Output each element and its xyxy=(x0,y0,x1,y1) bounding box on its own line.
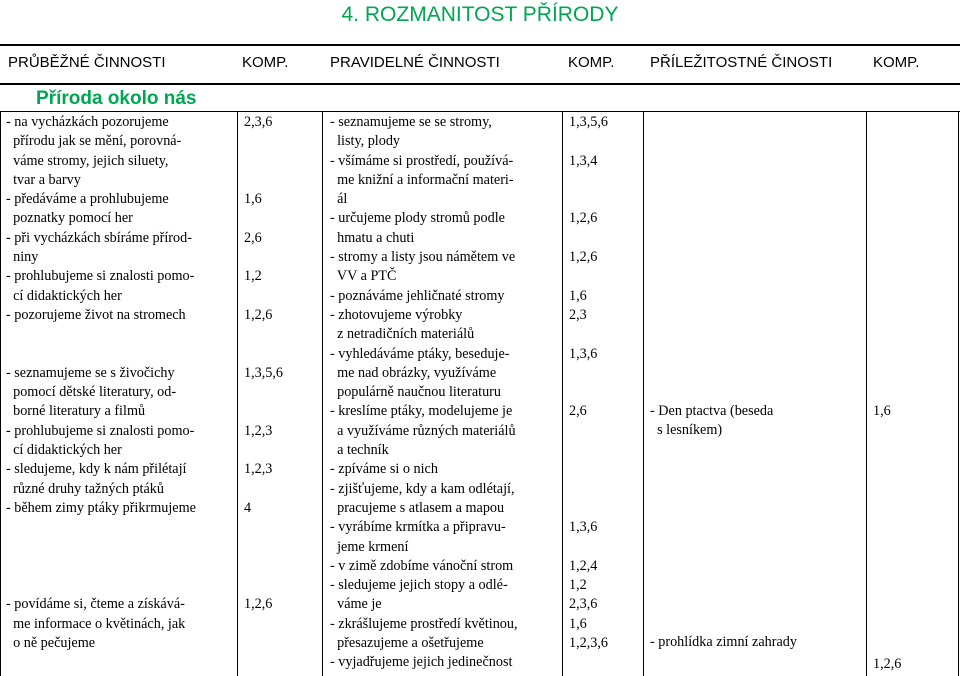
competence-value: 1,3,6 xyxy=(569,519,598,536)
header-komp1: KOMP. xyxy=(242,54,289,71)
competence-value: 1,2 xyxy=(569,577,587,594)
activity-line: - sledujeme, kdy k nám přilétají xyxy=(6,461,187,478)
activity-line: o ně pečujeme xyxy=(6,635,96,652)
competence-value xyxy=(569,267,608,286)
activity-line: - zjišťujeme, kdy a kam odlétají, xyxy=(330,480,515,497)
competence-value: 1,3,5,6 xyxy=(569,114,609,130)
activity-line: - při vycházkách sbíráme přírod- xyxy=(6,229,192,246)
activity-line: - zpíváme si o nich xyxy=(330,461,438,478)
column-divider xyxy=(958,111,959,676)
activity-line: - v zimě zdobíme vánoční strom xyxy=(330,557,514,574)
header-bottom-border xyxy=(0,83,960,85)
activity-line: pracujeme s atlasem a mapou xyxy=(330,499,505,516)
komp3-bottom-value: 1,2,6 xyxy=(873,656,902,672)
competence-value xyxy=(244,480,283,499)
competence-value: 1,2 xyxy=(244,268,262,285)
competence-value: 1,6 xyxy=(569,615,587,632)
section-bottom-border xyxy=(0,111,960,112)
competence-value xyxy=(244,171,283,190)
competence-value xyxy=(569,190,608,209)
activity-line: - kreslíme ptáky, modelujeme je xyxy=(330,403,513,420)
competence-value xyxy=(244,576,283,595)
competence-value xyxy=(569,132,608,151)
competence-value: 1,6 xyxy=(244,191,262,208)
competence-value xyxy=(569,480,608,499)
competence-value: 1,2,6 xyxy=(244,596,273,613)
competence-value xyxy=(244,634,283,653)
activity-line: - povídáme si, čteme a získává- xyxy=(6,596,185,613)
activity-line: - sledujeme jejich stopy a odlé- xyxy=(330,577,508,594)
competence-value xyxy=(569,441,608,460)
competence-value: 1,2,3,6 xyxy=(569,635,609,652)
activity-line: - Den ptactva (beseda xyxy=(650,403,774,419)
column-divider xyxy=(866,111,867,676)
competence-value xyxy=(244,383,283,402)
competence-value: 1,3,4 xyxy=(569,152,598,169)
activity-line: ál xyxy=(330,191,348,208)
activity-line: váme stromy, jejich siluety, xyxy=(6,152,169,169)
competence-value: 1,2,4 xyxy=(569,557,598,574)
activity-line: niny xyxy=(6,249,39,266)
competence-value xyxy=(569,538,608,557)
header-komp2: KOMP. xyxy=(568,54,615,71)
komp3-mid-value: 1,6 xyxy=(873,403,891,419)
activity-line: - seznamujeme se s živočichy xyxy=(6,364,175,381)
competence-value xyxy=(569,229,608,248)
activity-line: tvar a barvy xyxy=(6,171,81,188)
activity-line: poznatky pomocí her xyxy=(6,210,133,227)
activity-line: me nad obrázky, využíváme xyxy=(330,364,497,381)
competence-value: 2,3,6 xyxy=(244,114,273,130)
activity-line: různé druhy tažných ptáků xyxy=(6,480,164,497)
competence-value: 1,2,3 xyxy=(244,461,273,478)
column-divider xyxy=(237,111,238,676)
competence-value xyxy=(244,287,283,306)
komp1-values xyxy=(244,113,283,653)
competence-value: 1,3,5,6 xyxy=(244,364,284,381)
activity-line: cí didaktických her xyxy=(6,442,122,459)
competence-value xyxy=(569,422,608,441)
activity-line: listy, plody xyxy=(330,133,401,150)
activity-line: - během zimy ptáky přikrmujeme xyxy=(6,499,196,516)
competence-value: 2,3 xyxy=(569,306,587,323)
competence-value xyxy=(244,248,283,267)
competence-value: 1,2,6 xyxy=(569,249,598,266)
col1-activities xyxy=(6,113,196,653)
activity-line: VV a PTČ xyxy=(330,268,397,285)
competence-value xyxy=(244,538,283,557)
header-komp3: KOMP. xyxy=(873,54,920,71)
competence-value: 1,3,6 xyxy=(569,345,598,362)
competence-value xyxy=(569,364,608,383)
activity-line: - prohlubujeme si znalosti pomo- xyxy=(6,422,195,439)
activity-line: - určujeme plody stromů podle xyxy=(330,210,505,227)
activity-line: - vyrábíme krmítka a připravu- xyxy=(330,519,506,536)
activity-line: - pozorujeme život na stromech xyxy=(6,306,186,323)
activity-line xyxy=(6,576,196,595)
header-col2: PRAVIDELNÉ ČINNOSTI xyxy=(330,54,500,71)
komp2-values xyxy=(569,113,608,673)
activity-line: - vyhledáváme ptáky, beseduje- xyxy=(330,345,510,362)
activity-line: - vyjadřujeme jejich jedinečnost xyxy=(330,654,513,671)
activity-line xyxy=(6,557,196,576)
competence-value xyxy=(244,518,283,537)
competence-value: 4 xyxy=(244,499,252,516)
competence-value: 2,6 xyxy=(569,403,587,420)
section-title: Příroda okolo nás xyxy=(36,88,197,109)
competence-value xyxy=(569,653,608,672)
competence-value xyxy=(244,441,283,460)
activity-line: pomocí dětské literatury, od- xyxy=(6,384,177,401)
column-divider xyxy=(562,111,563,676)
column-divider xyxy=(643,111,644,676)
competence-value xyxy=(244,152,283,171)
activity-line: - stromy a listy jsou námětem ve xyxy=(330,249,516,266)
competence-value xyxy=(569,383,608,402)
competence-value xyxy=(569,499,608,518)
competence-value xyxy=(244,325,283,344)
competence-value: 2,3,6 xyxy=(569,596,598,613)
competence-value xyxy=(244,557,283,576)
activity-line: jeme krmení xyxy=(330,538,409,555)
activity-line: hmatu a chuti xyxy=(330,229,415,246)
activity-line: borné literatury a filmů xyxy=(6,403,146,420)
page-title: 4. ROZMANITOST PŘÍRODY xyxy=(341,3,619,26)
competence-value: 1,6 xyxy=(569,287,587,304)
competence-value: 1,2,6 xyxy=(244,306,273,323)
competence-value: 1,2,6 xyxy=(569,210,598,227)
col3-activities xyxy=(650,402,773,441)
competence-value xyxy=(569,460,608,479)
activity-line: - na vycházkách pozorujeme xyxy=(6,114,169,130)
header-col3: PŘÍLEŽITOSTNÉ ČINOSTI xyxy=(650,54,833,71)
activity-line: - poznáváme jehličnaté stromy xyxy=(330,287,505,304)
activity-line: - zhotovujeme výrobky xyxy=(330,306,463,323)
activity-line: me informace o květinách, jak xyxy=(6,615,186,632)
competence-value xyxy=(244,209,283,228)
activity-line: - seznamujeme se se stromy, xyxy=(330,114,492,130)
competence-value: 1,2,3 xyxy=(244,422,273,439)
table-top-border xyxy=(0,44,960,46)
activity-line: a techník xyxy=(330,442,389,459)
header-col1: PRŮBĚŽNÉ ČINNOSTI xyxy=(8,54,166,71)
competence-value: 2,6 xyxy=(244,229,262,246)
activity-line: me knižní a informační materi- xyxy=(330,171,514,188)
competence-value xyxy=(244,132,283,151)
activity-line xyxy=(6,518,196,537)
column-divider xyxy=(322,111,323,676)
activity-line: s lesníkem) xyxy=(650,422,723,439)
competence-value xyxy=(244,402,283,421)
activity-line: přesazujeme a ošetřujeme xyxy=(330,635,484,652)
activity-line: - předáváme a prohlubujeme xyxy=(6,191,169,208)
activity-line xyxy=(6,538,196,557)
activity-line: - prohlubujeme si znalosti pomo- xyxy=(6,268,195,285)
activity-line xyxy=(6,325,196,344)
activity-line: populárně naučnou literaturu xyxy=(330,384,501,401)
activity-line xyxy=(6,345,196,364)
competence-value xyxy=(569,171,608,190)
col2-activities xyxy=(330,113,518,673)
activity-line: - zkrášlujeme prostředí květinou, xyxy=(330,615,518,632)
competence-value xyxy=(244,345,283,364)
activity-line: přírodu jak se mění, porovná- xyxy=(6,133,182,150)
competence-value xyxy=(569,325,608,344)
activity-line: cí didaktických her xyxy=(6,287,122,304)
column-divider xyxy=(0,111,1,676)
activity-line: - všímáme si prostředí, používá- xyxy=(330,152,514,169)
activity-line: a využíváme různých materiálů xyxy=(330,422,516,439)
col3-bottom-activity: - prohlídka zimní zahrady xyxy=(650,634,797,650)
activity-line: váme je xyxy=(330,596,382,613)
activity-line: z netradičních materiálů xyxy=(330,326,475,343)
competence-value xyxy=(244,615,283,634)
